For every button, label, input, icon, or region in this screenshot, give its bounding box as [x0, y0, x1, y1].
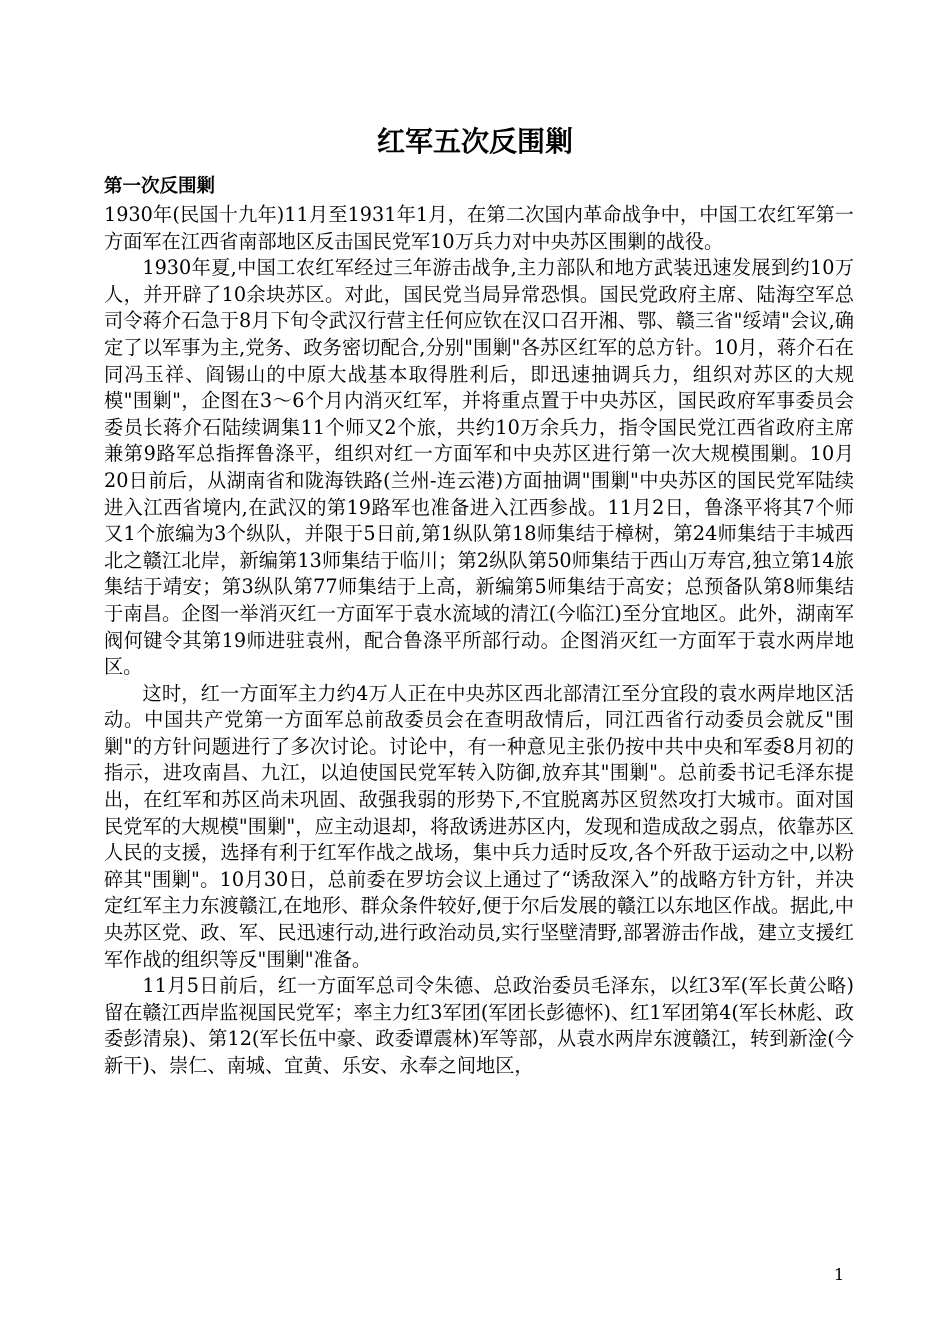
section-heading: 第一次反围剿 — [104, 176, 216, 197]
document-title: 红军五次反围剿 — [376, 125, 573, 158]
page-number: 1 — [834, 1265, 845, 1284]
paragraph-deployment: 11月5日前后，红一方面军总司令朱德、总政治委员毛泽东，以红3军(军长黄公略)留在赣江西岸监视国民党军；率主力红3军团(军团长彭德怀)、红1军团第4(军长林彪、政委彭清泉)、第12(军长伍中豪、政委谭震林)军等部，从袁水两岸东渡赣江，转到新淦(今新干)、崇仁、南城、宜黄、乐安、永奉之间地区， — [104, 974, 854, 1077]
paragraph-background: 1930年夏,中国工农红军经过三年游击战争,主力部队和地方武装迅速发展到约10万人，并开辟了10余块苏区。对此，国民党当局异常恐惧。国民党政府主席、陆海空军总司令蒋介石急于8月下旬令武汉行营主任何应钦在汉口召开湘、鄂、赣三省"绥靖"会议,确定了以军事为主,党务、政务密切配合,分别"围剿"各苏区红军的总方针。10月，蒋介石在同冯玉祥、阎锡山的中原大战基本取得胜利后，即迅速抽调兵力，组织对苏区的大规模"围剿"，企图在3～6个月内消灭红军，并将重点置于中央苏区，国民政府军事委员会委员长蒋介石陆续调集11个师又2个旅，共约10万余兵力，指令国民党江西省政府主席兼第9路军总指挥鲁涤平，组织对红一方面军和中央苏区进行第一次大规模围剿。10月20日前后，从湖南省和陇海铁路(兰州-连云港)方面抽调"围剿"中央苏区的国民党军陆续进入江西省境内,在武汉的第19路军也准备进入江西参战。11月2日，鲁涤平将其7个师又1个旅编为3个纵队，并限于5日前,第1纵队第18师集结于樟树，第24师集结于丰城西北之赣江北岸，新编第13师集结于临川；第2纵队第50师集结于西山万寿宫,独立第14旅集结于靖安；第3纵队第77师集结于上高，新编第5师集结于高安；总预备队第8师集结于南昌。企图一举消灭红一方面军于袁水流域的清江(今临江)至分宜地区。此外，湖南军阀何键令其第19师进驻袁州，配合鲁涤平所部行动。企图消灭红一方面军于袁水两岸地区。 — [104, 256, 854, 679]
paragraph-strategy: 这时，红一方面军主力约4万人正在中央苏区西北部清江至分宜段的袁水两岸地区活动。中国共产党第一方面军总前敌委员会在查明敌情后，同江西省行动委员会就反"围剿"的方针问题进行了多次讨论。讨论中，有一种意见主张仍按中共中央和军委8月初的指示，进攻南昌、九江，以迫使国民党军转入防御,放弃其"围剿"。总前委书记毛泽东提出，在红军和苏区尚未巩固、敌强我弱的形势下,不宜脱离苏区贸然攻打大城市。面对国民党军的大规模"围剿"，应主动退却，将敌诱进苏区内，发现和造成敌之弱点，依靠苏区人民的支援，选择有利于红军作战之战场，集中兵力适时反攻,各个歼敌于运动之中,以粉碎其"围剿"。10月30日，总前委在罗坊会议上通过了“诱敌深入”的战略方针方针，并决定红军主力东渡赣江,在地形、群众条件较好,便于尔后发展的赣江以东地区作战。据此,中央苏区党、政、军、民迅速行动,进行政治动员,实行坚壁清野,部署游击作战，建立支援红军作战的组织等反"围剿"准备。 — [104, 681, 854, 971]
document-body — [104, 202, 854, 1080]
paragraph-intro: 1930年(民国十九年)11月至1931年1月，在第二次国内革命战争中，中国工农红军第一方面军在江西省南部地区反击国民党军10万兵力对中央苏区围剿的战役。 — [104, 203, 854, 253]
